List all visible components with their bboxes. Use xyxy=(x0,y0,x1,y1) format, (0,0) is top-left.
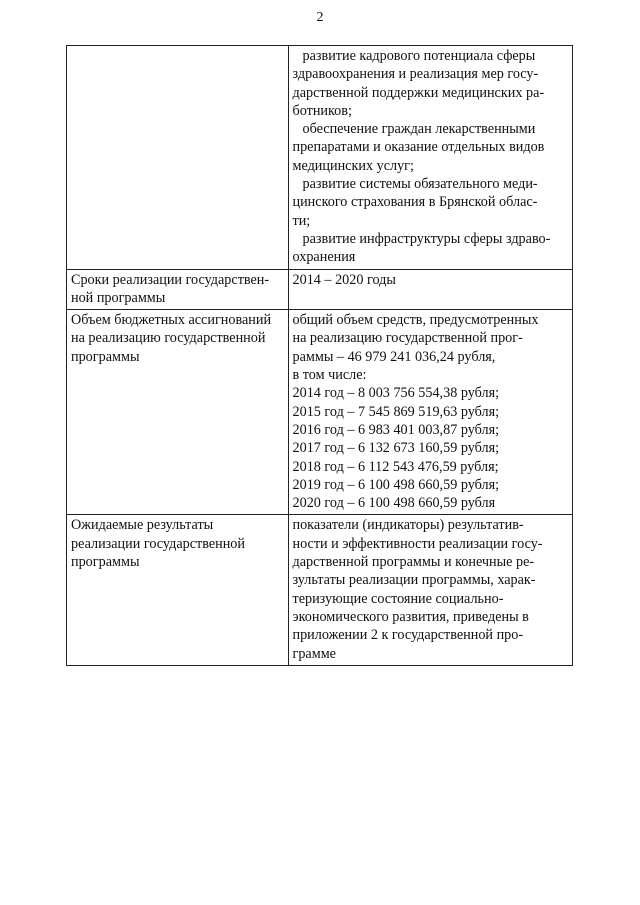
label-line: программы xyxy=(71,554,140,571)
value-line: развитие кадрового потенциала сферы xyxy=(302,48,536,64)
value-line: обеспечение граждан лекарственными xyxy=(302,121,536,138)
value-line: на реализацию государственной прог- xyxy=(292,330,523,347)
value-line: приложении 2 к государственной про- xyxy=(292,627,524,644)
value-line: медицинских услуг; xyxy=(292,157,414,174)
value-line: зультаты реализации программы, харак- xyxy=(292,572,536,589)
value-line: развитие системы обязательного меди- xyxy=(302,176,538,193)
value-line: 2015 год – 7 545 869 519,63 рубля; xyxy=(292,403,500,420)
value-line: показатели (индикаторы) результатив- xyxy=(292,517,524,534)
table-row xyxy=(67,46,573,270)
table-row xyxy=(67,310,573,515)
value-line: 2020 год – 6 100 498 660,59 рубля xyxy=(292,495,496,512)
value-line: теризующие состояние социально- xyxy=(292,590,504,607)
label-line: реализации государственной xyxy=(71,535,245,552)
row-label-cell xyxy=(67,310,289,515)
value-line: 2014 – 2020 годы xyxy=(292,271,396,288)
value-line: 2016 год – 6 983 401 003,87 рубля; xyxy=(292,421,500,438)
value-line: охранения xyxy=(292,249,356,266)
row-label-cell xyxy=(67,46,289,270)
label-line: программы xyxy=(71,348,140,365)
label-line: Сроки реализации государствен- xyxy=(71,271,270,288)
label-line: Объем бюджетных ассигнований xyxy=(71,312,272,329)
program-passport-table xyxy=(66,45,573,666)
value-line: в том числе: xyxy=(292,367,367,384)
value-line: дарственной поддержки медицинских ра- xyxy=(292,84,545,101)
value-line: ности и эффективности реализации госу- xyxy=(292,535,543,552)
table-row xyxy=(67,515,573,665)
value-line: грамме xyxy=(292,645,336,662)
table-body xyxy=(67,46,573,666)
value-line: здравоохранения и реализация мер госу- xyxy=(292,66,539,83)
row-value-cell xyxy=(288,46,573,270)
value-line: 2017 год – 6 132 673 160,59 рубля; xyxy=(292,440,500,457)
value-line: дарственной программы и конечные ре- xyxy=(292,554,535,571)
row-value-cell xyxy=(288,310,573,515)
label-line: ной программы xyxy=(71,289,166,306)
page-number: 2 xyxy=(316,10,324,25)
value-line: 2018 год – 6 112 543 476,59 рубля; xyxy=(292,458,499,475)
value-line: развитие инфраструктуры сферы здраво- xyxy=(302,230,551,247)
value-line: ти; xyxy=(292,212,311,229)
value-line: раммы – 46 979 241 036,24 рубля, xyxy=(292,348,496,365)
label-line: на реализацию государственной xyxy=(71,330,266,347)
value-line: ботников; xyxy=(292,102,352,119)
value-line: 2014 год – 8 003 756 554,38 рубля; xyxy=(292,385,500,402)
value-line: препаратами и оказание отдельных видов xyxy=(292,139,545,156)
value-line: цинского страхования в Брянской облас- xyxy=(292,194,538,211)
table-row xyxy=(67,269,573,310)
value-line: общий объем средств, предусмотренных xyxy=(292,312,539,329)
row-value-cell xyxy=(288,515,573,665)
label-line: Ожидаемые результаты xyxy=(71,517,214,534)
value-line: 2019 год – 6 100 498 660,59 рубля; xyxy=(292,476,500,493)
value-line: экономического развития, приведены в xyxy=(292,608,529,625)
row-value-cell xyxy=(288,269,573,310)
row-label-cell xyxy=(67,269,289,310)
row-label-cell xyxy=(67,515,289,665)
